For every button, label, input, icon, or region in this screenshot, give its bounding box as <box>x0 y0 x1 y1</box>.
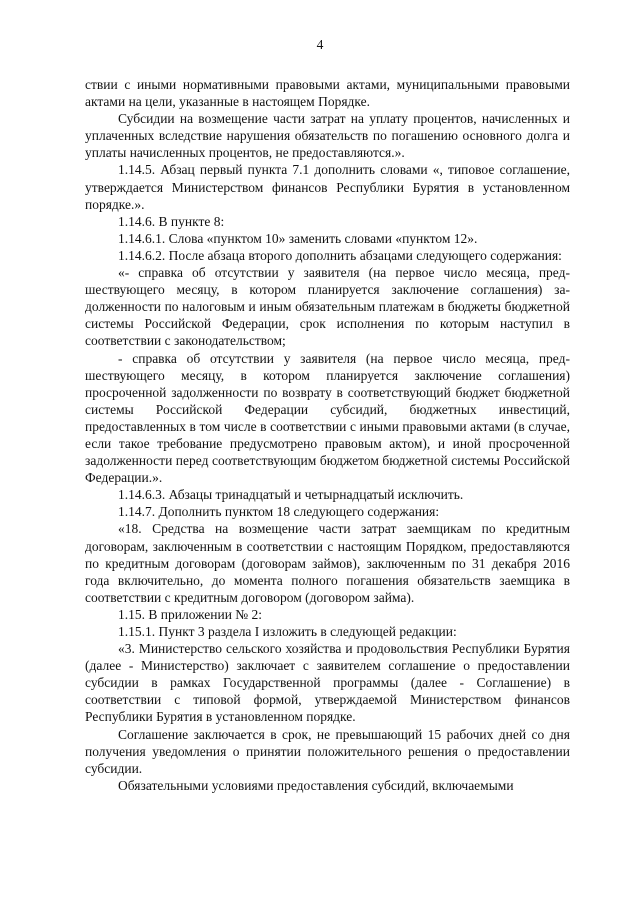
paragraph: «- справка об отсутствии у заявителя (на первое число месяца, предшествующего месяцу, в котором планируется заключение соглашения) задолженности по налоговым и иным обязательным платежам в бюджеты бюджетной системы Российской Федерации, срок исполнения по которым наступил в соответствии с законодательством; <box>85 265 570 349</box>
paragraph: Обязательными условиями предоставления субсидий, включаемыми <box>118 777 514 793</box>
page-number: 4 <box>316 37 324 52</box>
paragraph: 1.14.6. В пункте 8: <box>118 213 225 229</box>
paragraph: ствии с иными нормативными правовыми актами, муниципальными правовыми актами на цели, указанные в настоящем Порядке. <box>85 77 570 110</box>
paragraph: 1.14.7. Дополнить пунктом 18 следующего содержания: <box>118 504 440 520</box>
paragraph: - справка об отсутствии у заявителя (на первое число месяца, предшествующего месяцу, в котором планируется заключение соглашения) просроченной задолженности по возврату в соответствующий бюджет бюджетной системы Российской Федерации субсидий, бюджетных инвестиций, предоставленных в том числе в соответствии с иными правовыми актами (в случае, если такое требование предусмотрено правовым актом), и иной просроченной задолженности перед соответствующим бюджетом бюджетной системы Российской Федерации.». <box>85 350 570 486</box>
paragraph: 1.15.1. Пункт 3 раздела I изложить в следующей редакции: <box>118 624 457 639</box>
paragraph: 1.14.6.2. После абзаца второго дополнить абзацами следующего содержания: <box>118 247 562 263</box>
paragraph: 1.15. В приложении № 2: <box>118 606 263 622</box>
paragraph: 1.14.5. Абзац первый пункта 7.1 дополнить словами «, типовое соглашение, утверждается Министерством финансов Республики Бурятия в установленном порядке.». <box>85 162 570 212</box>
document-body <box>85 76 570 794</box>
paragraph: Соглашение заключается в срок, не превышающий 15 рабочих дней со дня получения уведомления о принятии положительного решения о предоставлении субсидии. <box>85 726 570 776</box>
paragraph: Субсидии на возмещение части затрат на уплату процентов, начисленных и уплаченных вследствие нарушения обязательств по погашению основного долга и уплаты начисленных процентов, не предоставляются.». <box>85 111 570 161</box>
paragraph: «3. Министерство сельского хозяйства и продовольствия Республики Бурятия (далее - Министерство) заключает с заявителем соглашение о предоставлении субсидии в рамках Государственной программы (далее - Соглашение) в соответствии с типовой формой, утверждаемой Министерством финансов Республики Бурятия в установленном порядке. <box>85 641 570 725</box>
paragraph: 1.14.6.3. Абзацы тринадцатый и четырнадцатый исключить. <box>118 487 464 503</box>
paragraph: 1.14.6.1. Слова «пунктом 10» заменить словами «пунктом 12». <box>118 230 478 246</box>
paragraph: «18. Средства на возмещение части затрат заемщикам по кредитным договорам, заключенным в соответствии с настоящим Порядком, предоставляются по кредитным договорам (договорам займов), заключенным по 31 декабря 2016 года включительно, до момента полного погашения обязательств заемщика в соответствии с кредитным договором (договором займа). <box>85 521 570 605</box>
